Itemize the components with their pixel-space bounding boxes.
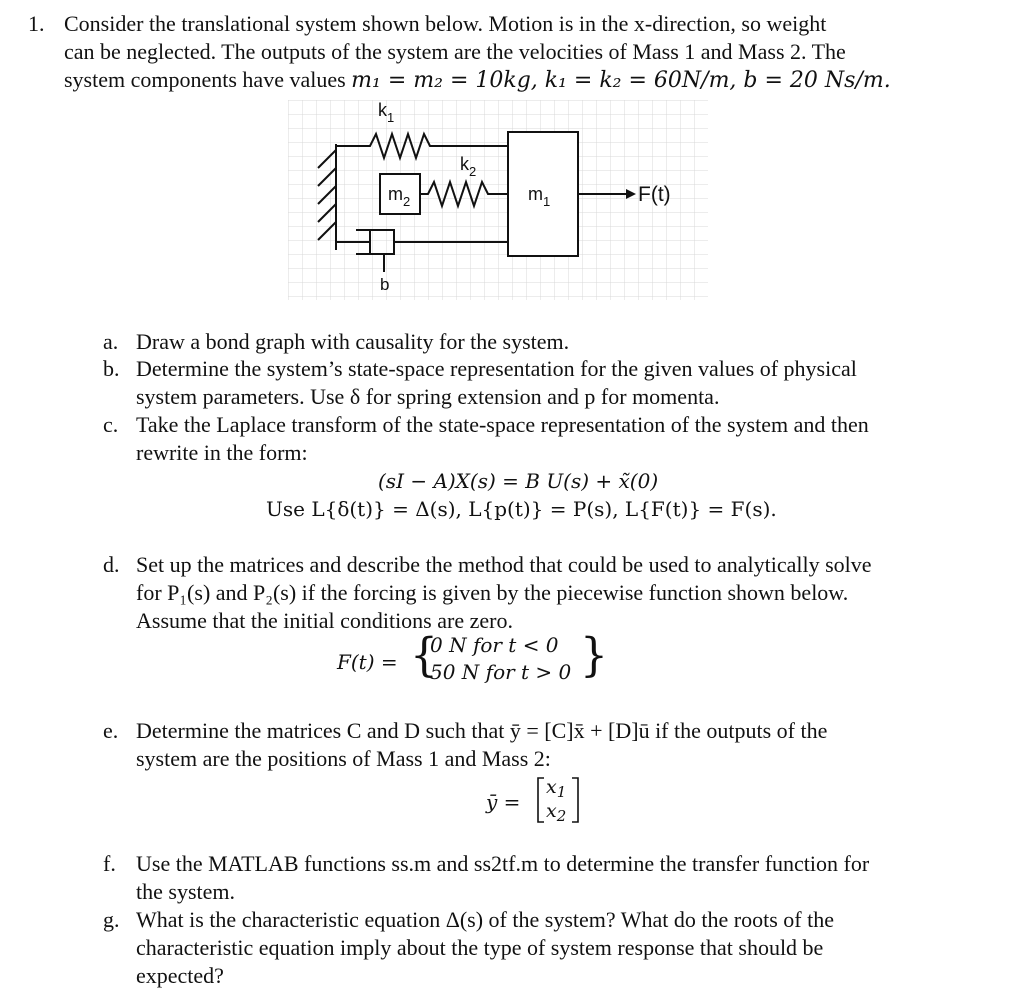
m2-label: $m_2$ xyxy=(388,184,411,209)
problem-intro-line-1: Consider the translational system shown below. Motion is in the x-direction, so weight xyxy=(64,11,827,36)
component-values: m₁ = m₂ = 10kg, k₁ = k₂ = 60N/m, b = 20 Ns/m. xyxy=(351,68,891,93)
part-g-line-2: characteristic equation imply about the type of system response that should be xyxy=(136,935,824,960)
forcing-case-1: 0 N for t < 0 xyxy=(430,633,559,657)
part-b-line-1: Determine the system’s state-space representation for the given values of physical xyxy=(136,356,857,381)
damper-label: b xyxy=(380,275,390,294)
part-e-letter: e. xyxy=(103,718,119,743)
problem-number: 1. xyxy=(28,11,45,36)
part-e-line-2: system are the positions of Mass 1 and Mass 2: xyxy=(136,746,551,771)
part-c-line-2: rewrite in the form: xyxy=(136,440,308,465)
equation-laplace-form: (sI − A)X(s) = B U(s) + x̃(0) xyxy=(378,469,659,493)
part-a-letter: a. xyxy=(103,329,119,354)
part-b-letter: b. xyxy=(103,356,120,381)
intro-line-3-prefix: system components have values xyxy=(64,67,352,92)
k1-label: $k_1$ xyxy=(378,100,395,125)
m1-label: $m_1$ xyxy=(528,184,551,209)
part-e-line-1: Determine the matrices C and D such that ȳ = [C]x̄ + [D]ū if the outputs of the xyxy=(136,718,828,743)
k2-label: $k_2$ xyxy=(460,154,477,179)
part-f-line-2: the system. xyxy=(136,879,235,904)
part-c-line-1: Take the Laplace transform of the state-space representation of the system and then xyxy=(136,412,869,437)
equation-laplace-notation: Use L{δ(t)} = Δ(s), L{p(t)} = P(s), L{F(t)} = F(s). xyxy=(266,497,777,521)
right-brace: } xyxy=(580,628,608,683)
part-d-letter: d. xyxy=(103,552,120,577)
part-a-line-1: Draw a bond graph with causality for the system. xyxy=(136,329,570,354)
output-vector-lhs: ȳ = xyxy=(486,790,521,814)
part-g-line-3: expected? xyxy=(136,963,224,988)
forcing-lhs: F(t) = xyxy=(337,650,398,674)
part-g-letter: g. xyxy=(103,907,120,932)
problem-intro-line-2: can be neglected. The outputs of the system are the velocities of Mass 1 and Mass 2. The xyxy=(64,39,846,64)
part-f-line-1: Use the MATLAB functions ss.m and ss2tf.m to determine the transfer function for xyxy=(136,851,870,876)
output-x2: $x_2$ xyxy=(546,800,567,825)
left-brace: { xyxy=(410,628,438,683)
part-b-line-2: system parameters. Use δ for spring extension and p for momenta. xyxy=(136,384,720,409)
part-f-letter: f. xyxy=(103,851,116,876)
output-x1: $x_1$ xyxy=(546,776,567,801)
part-d-line-1: Set up the matrices and describe the method that could be used to analytically solve xyxy=(136,552,872,577)
translational-system-diagram xyxy=(288,100,708,300)
part-g-line-1: What is the characteristic equation Δ(s) of the system? What do the roots of the xyxy=(136,907,834,932)
forcing-case-2: 50 N for t > 0 xyxy=(430,660,572,684)
part-d-line-3: Assume that the initial conditions are zero. xyxy=(136,608,513,633)
force-label: F(t) xyxy=(638,183,671,206)
problem-intro-line-3 xyxy=(64,66,891,95)
part-c-letter: c. xyxy=(103,412,119,437)
part-d-line-2: for P₁(s) and P₂(s) if the forcing is given by the piecewise function shown below. xyxy=(136,580,849,605)
